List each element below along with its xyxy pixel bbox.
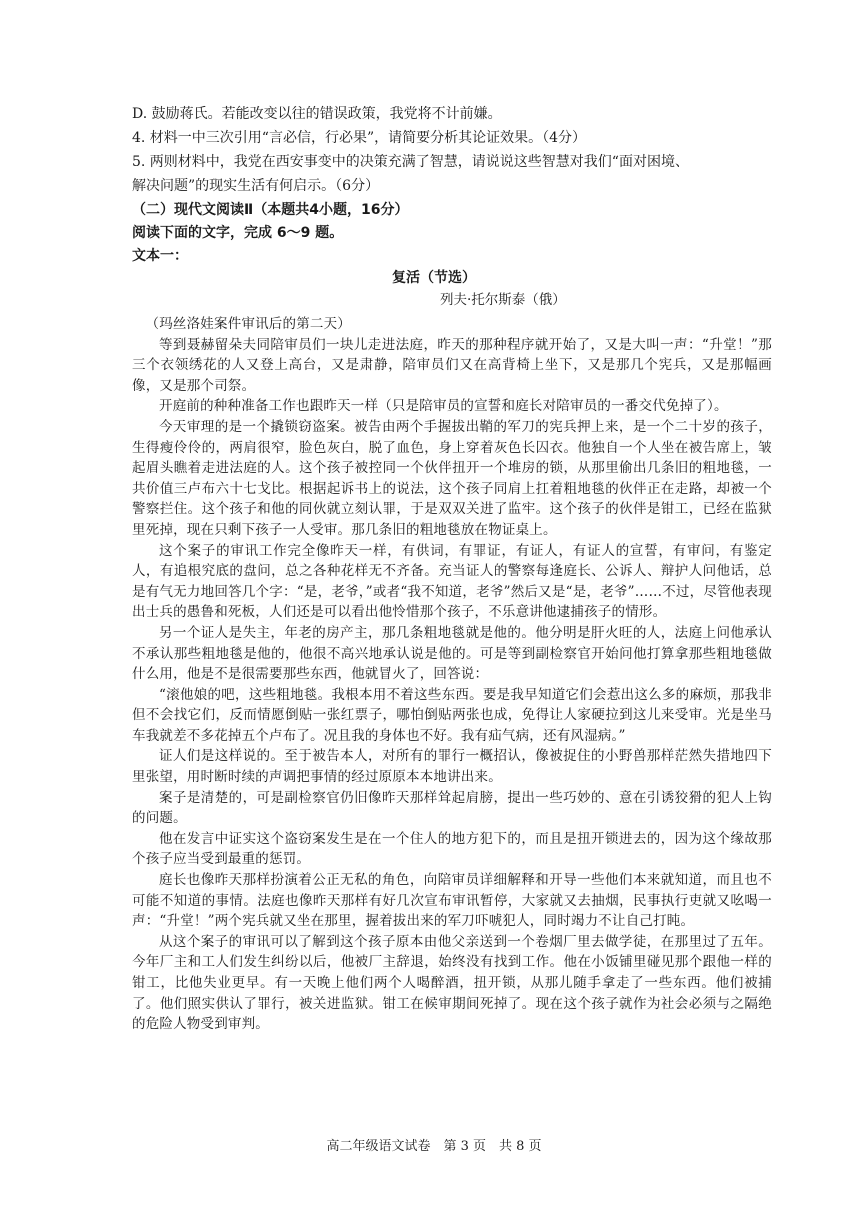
passage-paragraph: 证人们是这样说的。至于被告本人，对所有的罪行一概招认，像被捉住的小野兽那样茫然失措地四下里张望，用时断时续的声调把事情的经过原原本本地讲出来。 [132,748,772,786]
passage-paragraph: 等到聂赫留朵夫同陪审员们一块儿走进法庭，昨天的那种程序就开始了，又是大叫一声：“升堂！”那三个衣领绣花的人又登上高台，又是肃静，陪审员们又在高背椅上坐下，又是那几个宪兵，又是那幅画像，又是那个司祭。 [132,336,772,394]
passage-paragraph: 今天审理的是一个撬锁窃盗案。被告由两个手握拔出鞘的军刀的宪兵押上来，是一个二十岁的孩子，生得瘦伶伶的，两肩很窄，脸色灰白，脱了血色，身上穿着灰色长囚衣。他独自一个人坐在被告席上，皱起眉头瞧着走进法庭的人。这个孩子被控同一个伙伴扭开一个堆房的锁，从那里偷出几条旧的粗地毯，一共价值三卢布六十七戈比。根据起诉书上的说法，这个孩子同肩上扛着粗地毯的伙伴正在走路，却被一个警察拦住。这个孩子和他的同伙就立刻认罪，于是双双关进了监牢。这个孩子的伙伴是钳工，已经在监狱里死掉，现在只剩下孩子一人受审。那几条旧的粗地毯放在物证桌上。 [132,418,772,538]
question-5-line-1: 5. 两则材料中，我党在西安事变中的决策充满了智慧，请说说这些智慧对我们“面对困境、 [132,154,689,170]
question-5-line-2: 解决问题”的现实生活有何启示。（6分） [132,178,380,194]
section-heading: （二）现代文阅读Ⅱ（本题共4小题，16分） [132,202,409,218]
passage-paragraph: 案子是清楚的，可是副检察官仍旧像昨天那样耸起肩膀，提出一些巧妙的、意在引诱狡猾的犯人上钩的问题。 [132,789,772,827]
passage-paragraph: 他在发言中证实这个盗窃案发生是在一个住人的地方犯下的，而且是扭开锁进去的，因为这个缘故那个孩子应当受到最重的惩罚。 [132,830,772,868]
passage-author: 列夫·托尔斯泰（俄） [440,292,566,308]
question-option-d: D. 鼓励蒋氏。若能改变以往的错误政策，我党将不计前嫌。 [132,106,502,122]
section-instruction: 阅读下面的文字，完成 6～9 题。 [132,225,344,241]
question-4: 4. 材料一中三次引用“言必信，行必果”，请简要分析其论证效果。（4分） [132,130,587,146]
passage-body [132,314,772,1035]
page-footer: 高二年级语文试卷 第 3 页 共 8 页 [326,1139,542,1154]
passage-paragraph: （玛丝洛娃案件审讯后的第二天） [145,316,351,332]
passage-paragraph: 开庭前的种种准备工作也跟昨天一样（只是陪审员的宣誓和庭长对陪审员的一番交代免掉了）。 [159,398,728,415]
passage-paragraph: 这个案子的审讯工作完全像昨天一样，有供词，有罪证，有证人，有证人的宣誓，有审问，有鉴定人，有追根究底的盘问，总之各种花样无不齐备。充当证人的警察每逢庭长、公诉人、辩护人问他话，总是有气无力地回答几个字：“是，老爷，”或者“我不知道，老爷”然后又是“是，老爷”……不过，尽管他表现出士兵的愚鲁和死板，人们还是可以看出他怜惜那个孩子，不乐意讲他逮捕孩子的情形。 [132,542,772,621]
passage-paragraph: 另一个证人是失主，年老的房产主，那几条粗地毯就是他的。他分明是肝火旺的人，法庭上问他承认不承认那些粗地毯是他的，他很不高兴地承认说是他的。可是等到副检察官开始问他打算拿那些粗地毯做什么用，他是不是很需要那些东西，他就冒火了，回答说： [132,624,772,683]
passage-paragraph: 庭长也像昨天那样扮演着公正无私的角色，向陪审员详细解释和开导一些他们本来就知道，而且也不可能不知道的事情。法庭也像昨天那样有好几次宣布审讯暂停，大家就又去抽烟，民事执行吏就又吆喝一声：“升堂！”两个宪兵就又坐在那里，握着拔出来的军刀吓唬犯人，同时竭力不让自己打盹。 [132,872,772,930]
text-label: 文本一： [132,248,188,264]
passage-paragraph: 从这个案子的审讯可以了解到这个孩子原本由他父亲送到一个卷烟厂里去做学徒，在那里过了五年。今年厂主和工人们发生纠纷以后，他被厂主辞退，始终没有找到工作。他在小饭铺里碰见那个跟他一样的钳工，比他失业更早。有一天晚上他们两个人喝醉酒，扭开锁，从那儿随手拿走了一些东西。他们被捕了。他们照实供认了罪行，被关进监狱。钳工在候审期间死掉了。现在这个孩子就作为社会必须与之隔绝的危险人物受到审判。 [132,933,772,1033]
passage-paragraph: “滚他娘的吧，这些粗地毯。我根本用不着这些东西。要是我早知道它们会惹出这么多的麻烦，那我非但不会找它们，反而情愿倒贴一张红票子，哪怕倒贴两张也成，免得让人家硬拉到这儿来受审。光是坐马车我就差不多花掉五个卢布了。况且我的身体也不好。我有疝气病，还有风湿病。” [132,686,772,744]
passage-title: 复活（节选） [392,270,476,286]
